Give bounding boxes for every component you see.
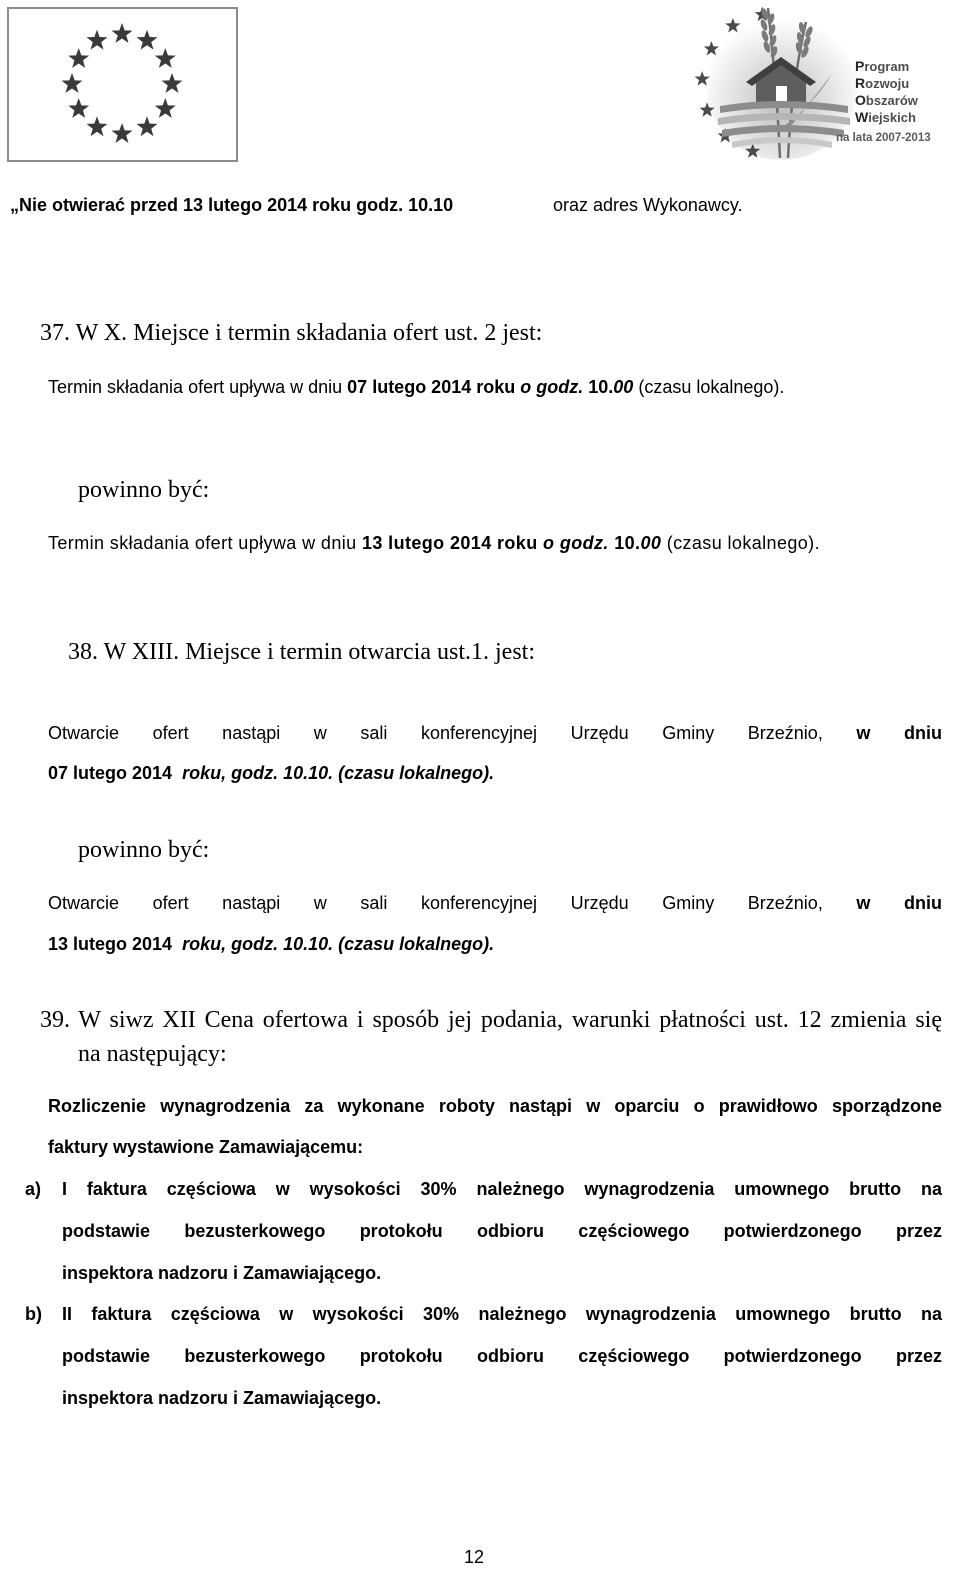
eu-flag-icon	[9, 9, 236, 160]
deadline-minutes: 00	[640, 533, 662, 553]
eu-star-icon	[87, 116, 108, 136]
eu-star-icon	[137, 30, 158, 50]
section-38-current-line1	[48, 721, 942, 745]
page-number: 12	[463, 1547, 485, 1567]
prow-logo-word: Program	[855, 58, 910, 74]
section-37-heading: 37. W X. Miejsce i termin składania ofert ust. 2 jest:	[40, 320, 543, 346]
eu-star-icon	[112, 123, 133, 143]
prow-logo-word: Rozwoju	[855, 75, 910, 91]
section-38-corrected-line1	[48, 891, 942, 915]
eu-star-icon	[155, 98, 176, 118]
payment-intro-line2: faktury wystawione Zamawiającemu:	[48, 1137, 364, 1157]
opening-date: 07 lutego 2014	[48, 763, 173, 783]
deadline-time-prefix: o godz.	[520, 377, 584, 397]
section-38-corrected-line2	[48, 932, 494, 956]
opening-text: Otwarcie ofert nastąpi w sali konferencyjnej Urzędu Gminy Brzeźnio,	[48, 893, 823, 913]
eu-flag-logo	[7, 7, 238, 162]
invoice-a-line1: I faktura częściowa w wysokości 30% należnego wynagrodzenia umownego brutto na	[62, 1179, 942, 1199]
payment-intro-line1: Rozliczenie wynagrodzenia za wykonane roboty nastąpi w oparciu o prawidłowo sporządzone	[48, 1096, 942, 1116]
eu-star-circle	[62, 23, 183, 143]
eu-star-icon	[162, 73, 183, 93]
section-38-current-line2	[48, 761, 494, 785]
opening-day-label: w dniu	[856, 723, 942, 743]
deadline-date: 07 lutego 2014 roku	[347, 377, 516, 397]
opening-day-label: w dniu	[856, 893, 942, 913]
section-37-current-text	[48, 375, 784, 399]
prow-logo	[672, 2, 932, 162]
section-38-heading: 38. W XIII. Miejsce i termin otwarcia ust.1. jest:	[68, 639, 536, 665]
deadline-text: Termin składania ofert upływa w dniu	[48, 377, 343, 397]
envelope-notice-bold: „Nie otwierać przed 13 lutego 2014 roku godz. 10.10	[10, 195, 454, 215]
section-39-heading-line2: na następujący:	[78, 1041, 227, 1067]
section-37-correction-label: powinno być:	[78, 477, 210, 503]
opening-date: 13 lutego 2014	[48, 934, 173, 954]
deadline-timezone: (czasu lokalnego).	[666, 533, 820, 553]
eu-star-icon	[155, 48, 176, 68]
invoice-a-line3: inspektora nadzoru i Zamawiającego.	[62, 1263, 382, 1283]
deadline-date: 13 lutego 2014 roku	[361, 533, 538, 553]
eu-star-icon	[68, 98, 89, 118]
prow-logo-period: na lata 2007-2013	[836, 132, 931, 144]
opening-text: Otwarcie ofert nastąpi w sali konferencyjnej Urzędu Gminy Brzeźnio,	[48, 723, 823, 743]
deadline-hour: 10.	[614, 533, 641, 553]
eu-star-icon	[112, 23, 133, 43]
envelope-notice-regular: oraz adres Wykonawcy.	[553, 195, 743, 215]
eu-star-icon	[87, 30, 108, 50]
deadline-minutes: 00	[613, 377, 634, 397]
section-37-corrected-text	[48, 531, 820, 555]
section-38-correction-label: powinno być:	[78, 837, 210, 863]
eu-star-icon	[68, 48, 89, 68]
prow-logo-word: Wiejskich	[855, 109, 916, 125]
invoice-b-line3: inspektora nadzoru i Zamawiającego.	[62, 1388, 382, 1408]
prow-logo-word: Obszarów	[855, 92, 918, 108]
list-marker-a: a)	[25, 1179, 42, 1199]
opening-time: roku, godz. 10.10. (czasu lokalnego).	[182, 934, 495, 954]
deadline-hour: 10.	[588, 377, 614, 397]
eu-star-icon	[137, 116, 158, 136]
eu-star-icon	[62, 73, 83, 93]
invoice-b-line2: podstawie bezusterkowego protokołu odbioru częściowego potwierdzonego przez	[62, 1346, 942, 1366]
invoice-b-line1: II faktura częściowa w wysokości 30% należnego wynagrodzenia umownego brutto na	[62, 1304, 942, 1324]
list-marker-b: b)	[25, 1304, 42, 1324]
deadline-time-prefix: o godz.	[543, 533, 609, 553]
deadline-timezone: (czasu lokalnego).	[638, 377, 785, 397]
opening-time: roku, godz. 10.10. (czasu lokalnego).	[182, 763, 495, 783]
invoice-a-line2: podstawie bezusterkowego protokołu odbioru częściowego potwierdzonego przez	[62, 1221, 942, 1241]
section-39-heading-line1: 39. W siwz XII Cena ofertowa i sposób jej podania, warunki płatności ust. 12 zmienia się	[40, 1007, 942, 1033]
deadline-text: Termin składania ofert upływa w dniu	[48, 533, 357, 553]
